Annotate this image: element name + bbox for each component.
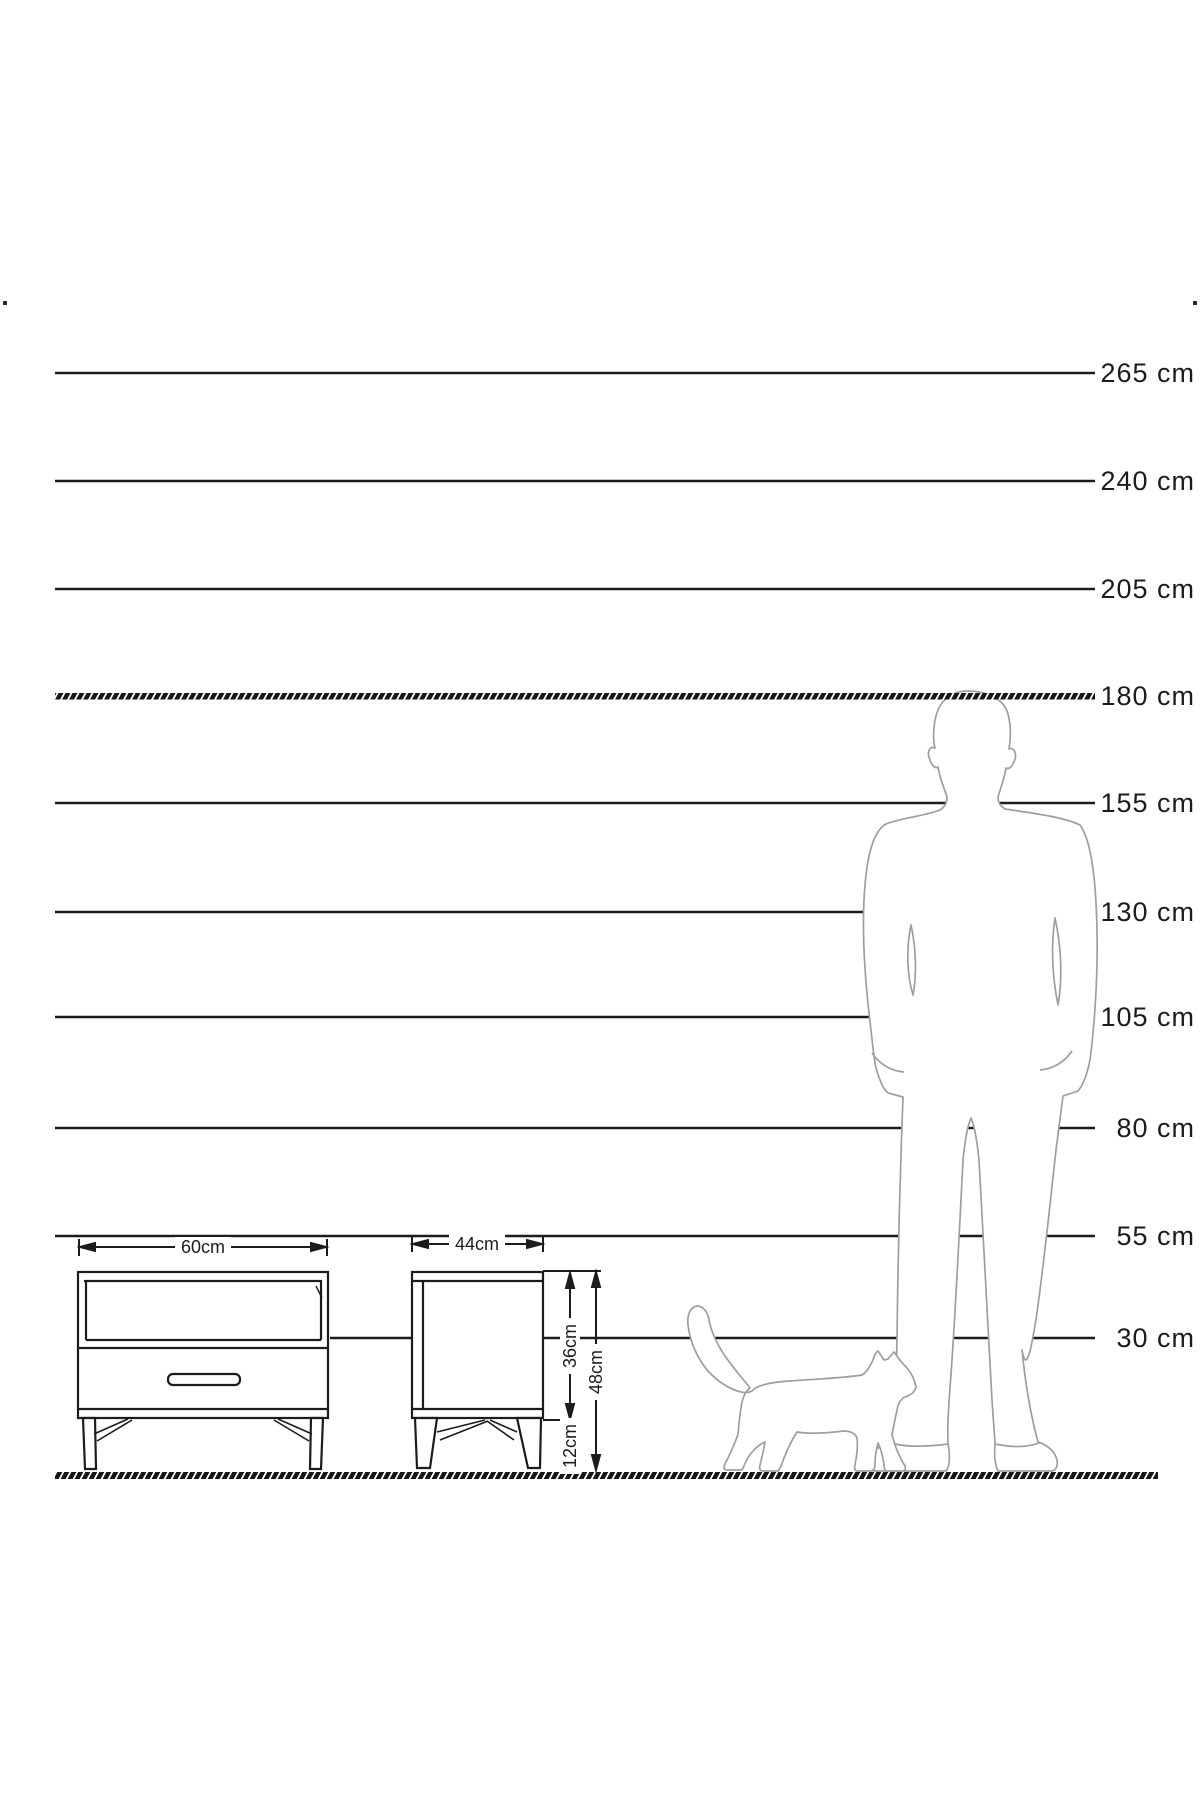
scale-label-240: 240 cm — [1100, 466, 1195, 496]
scale-label-80: 80 cm — [1116, 1113, 1195, 1143]
edge-artifact-dot-right — [1193, 301, 1197, 305]
scale-label-205: 205 cm — [1100, 574, 1195, 604]
front-left-leg — [83, 1418, 96, 1469]
ground-line-hatched — [55, 1472, 1158, 1479]
cat-silhouette — [688, 1306, 916, 1471]
drawer-handle — [168, 1374, 240, 1385]
front-body — [78, 1272, 328, 1418]
scale-label-130: 130 cm — [1100, 897, 1195, 927]
side-left-leg — [415, 1418, 437, 1468]
nightstand-side-view — [412, 1272, 543, 1468]
side-body — [412, 1272, 543, 1418]
man-outline — [863, 691, 1097, 1471]
scale-label-105: 105 cm — [1100, 1002, 1195, 1032]
scale-label-155: 155 cm — [1100, 788, 1195, 818]
dim-label-side-width: 44cm — [449, 1234, 505, 1254]
scale-line-180-hatched — [55, 693, 1095, 700]
scale-label-30: 30 cm — [1116, 1323, 1195, 1353]
dim-label-total-height: 48cm — [586, 1344, 606, 1400]
front-right-leg — [310, 1418, 323, 1469]
edge-artifact-dot-left — [3, 301, 7, 305]
nightstand-front-view — [78, 1272, 328, 1469]
scale-label-180: 180 cm — [1100, 681, 1195, 711]
scale-label-55: 55 cm — [1116, 1221, 1195, 1251]
side-right-leg — [517, 1418, 541, 1468]
dim-label-leg-height: 12cm — [560, 1418, 580, 1474]
scale-label-265: 265 cm — [1100, 358, 1195, 388]
cat-outline — [688, 1306, 916, 1471]
dim-label-front-width: 60cm — [175, 1237, 231, 1257]
man-silhouette — [863, 691, 1097, 1471]
dim-label-body-height: 36cm — [560, 1318, 580, 1374]
